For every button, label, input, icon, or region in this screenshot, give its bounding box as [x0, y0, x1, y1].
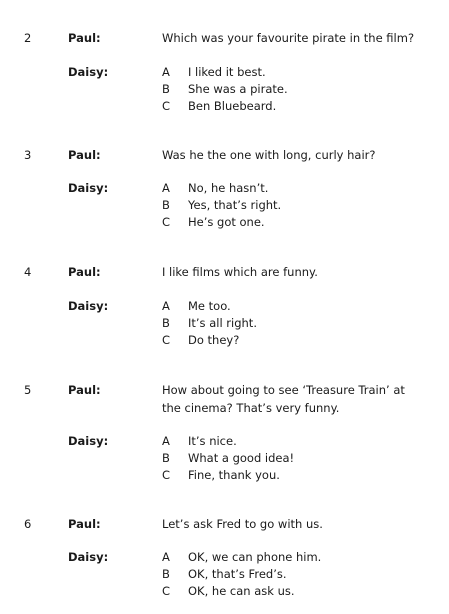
- paul-prompt: How about going to see ‘Treasure Train’ at the cinema? That’s very funny.: [162, 383, 405, 415]
- paul-prompt: Which was your favourite pirate in the film?: [162, 31, 415, 45]
- question-number: 2: [24, 31, 32, 45]
- speaker-paul: Paul:: [68, 383, 101, 397]
- option-text: OK, we can phone him.: [188, 550, 322, 564]
- option-text: Do they?: [188, 333, 240, 347]
- option-letter: C: [162, 99, 171, 113]
- speaker-daisy: Daisy:: [68, 550, 109, 564]
- speaker-daisy: Daisy:: [68, 65, 109, 79]
- question-number: 4: [24, 265, 32, 279]
- option-letter: B: [162, 316, 170, 330]
- option-letter: A: [162, 550, 170, 564]
- option-letter: A: [162, 65, 170, 79]
- option-text: What a good idea!: [188, 451, 295, 465]
- speaker-paul: Paul:: [68, 148, 101, 162]
- option-text: It’s all right.: [188, 316, 257, 330]
- option-letter: B: [162, 567, 170, 581]
- option-text: No, he hasn’t.: [188, 181, 269, 195]
- option-text: She was a pirate.: [188, 82, 288, 96]
- option-letter: C: [162, 333, 171, 347]
- option-letter: C: [162, 584, 171, 598]
- question-number: 3: [24, 148, 32, 162]
- option-letter: C: [162, 215, 171, 229]
- option-text: It’s nice.: [188, 434, 237, 448]
- option-text: I liked it best.: [188, 65, 266, 79]
- option-text: He’s got one.: [188, 215, 265, 229]
- question-number: 6: [24, 517, 32, 531]
- option-letter: C: [162, 468, 171, 482]
- option-letter: A: [162, 434, 170, 448]
- paul-prompt: Was he the one with long, curly hair?: [162, 148, 376, 162]
- paul-prompt: Let’s ask Fred to go with us.: [162, 517, 323, 531]
- question-number: 5: [24, 383, 32, 397]
- option-letter: B: [162, 82, 170, 96]
- paul-prompt: I like films which are funny.: [162, 265, 318, 279]
- option-text: Ben Bluebeard.: [188, 99, 277, 113]
- option-text: Fine, thank you.: [188, 468, 280, 482]
- speaker-paul: Paul:: [68, 265, 101, 279]
- option-text: OK, that’s Fred’s.: [188, 567, 287, 581]
- speaker-daisy: Daisy:: [68, 181, 109, 195]
- option-text: Me too.: [188, 299, 231, 313]
- option-letter: A: [162, 299, 170, 313]
- option-letter: B: [162, 451, 170, 465]
- speaker-daisy: Daisy:: [68, 299, 109, 313]
- option-text: OK, he can ask us.: [188, 584, 295, 598]
- option-letter: B: [162, 198, 170, 212]
- option-text: Yes, that’s right.: [188, 198, 282, 212]
- speaker-paul: Paul:: [68, 517, 101, 531]
- option-letter: A: [162, 181, 170, 195]
- speaker-paul: Paul:: [68, 31, 101, 45]
- speaker-daisy: Daisy:: [68, 434, 109, 448]
